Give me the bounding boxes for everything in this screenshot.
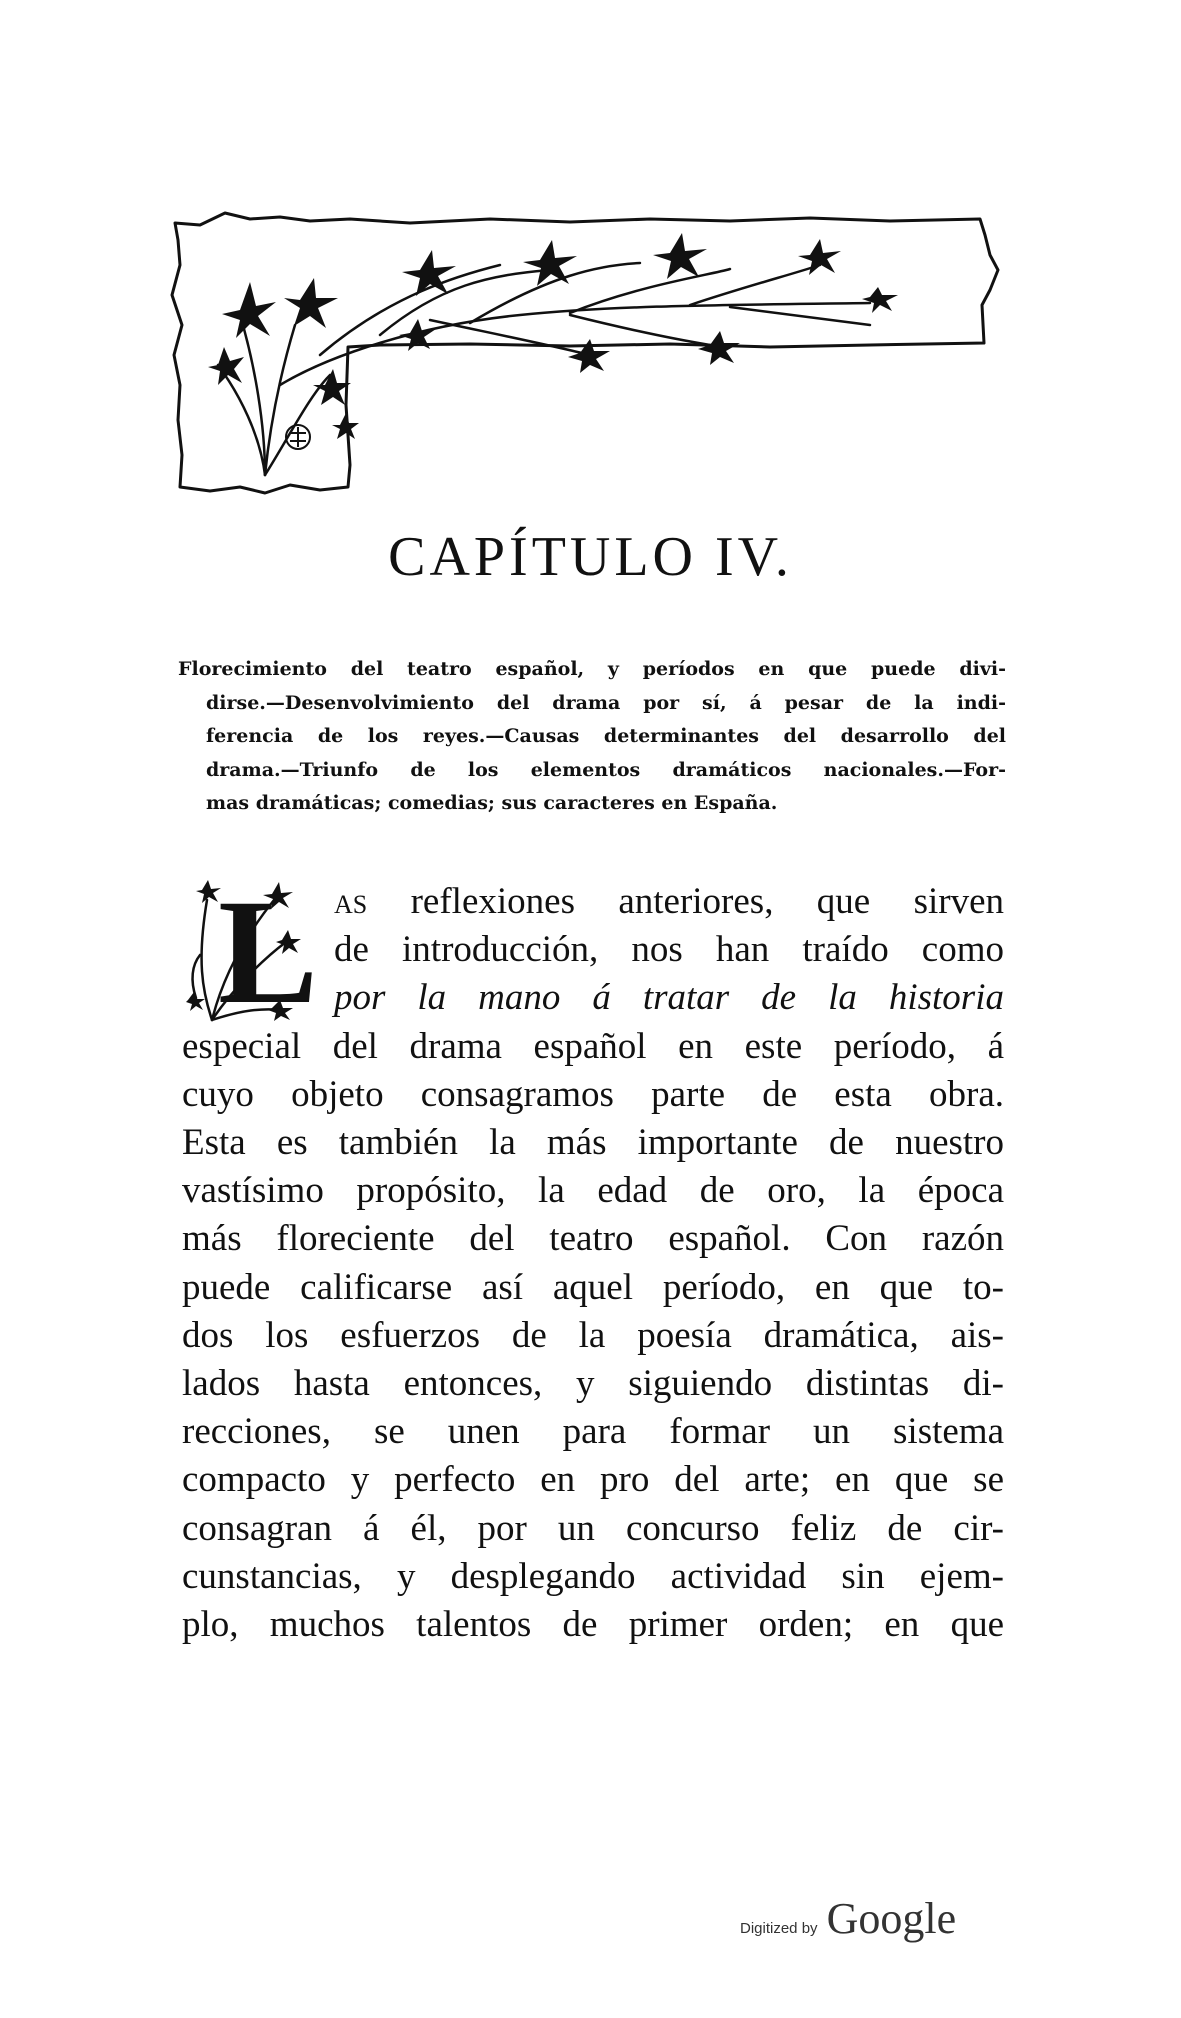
body-line: cunstancias, y desplegando actividad sin ejem- xyxy=(182,1555,1004,1597)
body-line: plo, muchos talentos de primer orden; en que xyxy=(182,1604,1004,1646)
body-line: más floreciente del teatro español. Con razón xyxy=(182,1218,1004,1260)
body-line: cuyo objeto consagramos parte de esta obra. xyxy=(182,1073,1004,1115)
body-paragraph xyxy=(182,869,1004,1649)
body-line: vastísimo propósito, la edad de oro, la época xyxy=(182,1170,1004,1212)
summary-line: Florecimiento del teatro español, y períodos en que puede divi- xyxy=(178,658,1006,680)
body-line: Esta es también la más importante de nuestro xyxy=(182,1122,1004,1164)
summary-line: ferencia de los reyes.—Causas determinantes del desarrollo del xyxy=(206,725,1006,747)
body-line: compacto y perfecto en pro del arte; en que se xyxy=(182,1459,1004,1501)
body-line: puede calificarse así aquel período, en que to- xyxy=(182,1266,1004,1308)
body-line: recciones, se unen para formar un sistema xyxy=(182,1411,1004,1453)
digitized-watermark xyxy=(740,1893,1000,1943)
body-line-text: reflexiones anteriores, que sirven xyxy=(367,881,1004,922)
chapter-title: CAPÍTULO IV. xyxy=(388,526,793,588)
smallcaps-text: as xyxy=(334,881,368,922)
summary-line: drama.—Triunfo de los elementos dramáticos nacionales.—For- xyxy=(206,758,1006,781)
body-line: consagran á él, por un concurso feliz de cir- xyxy=(182,1507,1004,1549)
body-line: lados hasta entonces, y siguiendo distintas di- xyxy=(182,1363,1004,1405)
body-line xyxy=(334,878,1004,926)
body-line: dos los esfuerzos de la poesía dramática, ais- xyxy=(182,1314,1004,1356)
google-logo: Google xyxy=(826,1894,957,1943)
drop-cap-letter: L xyxy=(218,869,319,1035)
floral-headpiece-ornament xyxy=(170,205,1010,510)
chapter-summary xyxy=(178,653,1006,821)
body-line: por la mano á tratar de la historia xyxy=(334,977,1004,1019)
summary-line: mas dramáticas; comedias; sus caracteres en España. xyxy=(206,792,778,814)
body-line: especial del drama español en este período, á xyxy=(182,1025,1004,1067)
summary-line: dirse.—Desenvolvimiento del drama por sí, á pesar de la indi- xyxy=(206,691,1006,714)
body-line: de introducción, nos han traído como xyxy=(334,929,1004,971)
digitized-by-label: Digitized by xyxy=(740,1920,818,1937)
